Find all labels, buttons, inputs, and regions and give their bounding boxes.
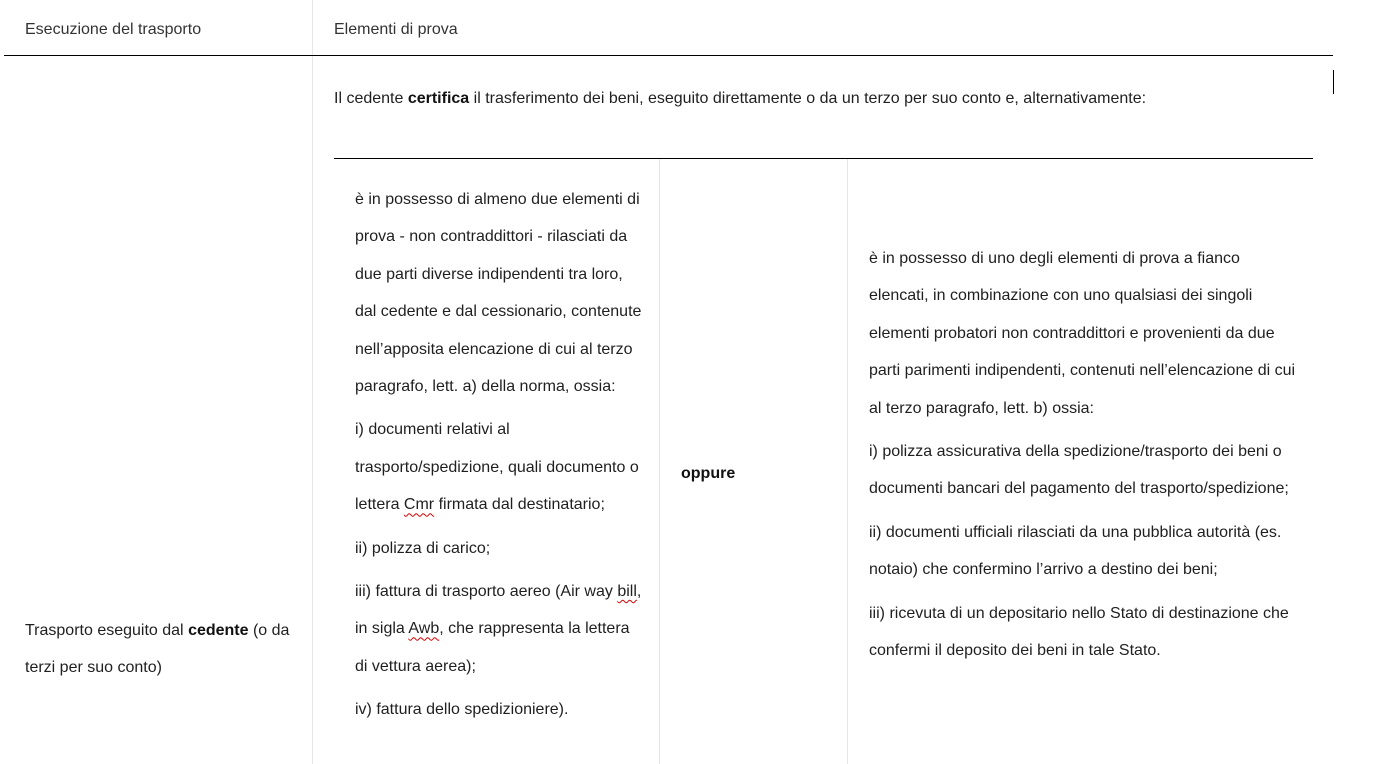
row-label-bold: cedente	[188, 622, 249, 639]
left-p4-a: iii) fattura di trasporto aereo (Air way	[355, 583, 618, 601]
right-evidence-column	[869, 240, 1299, 675]
oppure-label: oppure	[681, 465, 736, 482]
intro-after: il trasferimento dei beni, eseguito direttamente o da un terzo per suo conto e, alternativamente:	[469, 90, 1147, 107]
left-p2-c: firmata dal destinatario;	[434, 496, 605, 514]
text-cursor	[1333, 70, 1334, 94]
spelling-mark-cmr: Cmr	[403, 496, 435, 514]
column-divider-2	[659, 159, 660, 764]
intro-before: Il cedente	[334, 90, 408, 107]
intro-text	[334, 89, 1324, 109]
right-paragraph-2: i) polizza assicurativa della spedizione/trasporto dei beni o documenti bancari del pagamento del trasporto/spedizione;	[869, 443, 1289, 498]
left-paragraph-5: iv) fattura dello spedizioniere).	[355, 701, 569, 719]
left-paragraph-2	[355, 411, 643, 523]
right-paragraph-3: ii) documenti ufficiali rilasciati da una pubblica autorità (es. notaio) che confermino l’arrivo a destino dei beni;	[869, 523, 1282, 579]
left-p2-a: i) documenti relativi al trasporto/spedizione, quali documento o lettera	[355, 421, 639, 514]
left-evidence-column	[355, 181, 643, 735]
left-p4-e: , che rappresenta la lettera di vettura aerea);	[355, 620, 630, 675]
header-execution: Esecuzione del trasporto	[25, 21, 202, 38]
header-rule	[4, 55, 1333, 56]
row-label-text: Trasporto eseguito dal	[25, 622, 189, 639]
intro-bold: certifica	[407, 90, 470, 107]
spelling-mark-bill: bill	[617, 583, 637, 601]
header-evidence: Elementi di prova	[334, 21, 458, 38]
left-paragraph-3: ii) polizza di carico;	[355, 539, 491, 557]
left-p4-c: , in sigla	[355, 583, 642, 638]
row-label	[25, 612, 295, 687]
intro-rule	[334, 158, 1313, 159]
right-paragraph-4: iii) ricevuta di un depositario nello Stato di destinazione che confermi il deposito dei beni in tale Stato.	[869, 604, 1289, 660]
column-divider-3	[847, 159, 848, 764]
spelling-mark-awb: Awb	[408, 620, 440, 638]
left-paragraph-1: è in possesso di almeno due elementi di prova - non contraddittori - rilasciati da due parti diverse indipendenti tra loro, dal cedente e dal cessionario, contenute nell’apposita elencazione di cui al terzo paragrafo, lett. a) della norma, ossia:	[355, 191, 642, 396]
column-divider-1	[312, 0, 313, 764]
row-label-tail: (o da terzi per suo conto)	[25, 622, 290, 677]
left-paragraph-4	[355, 573, 643, 685]
right-paragraph-1: è in possesso di uno degli elementi di prova a fianco elencati, in combinazione con uno qualsiasi dei singoli elementi probatori non contraddittori e provenienti da due parti parimenti indipendenti, contenuti nell’elencazione di cui al terzo paragrafo, lett. b) ossia:	[869, 250, 1296, 417]
